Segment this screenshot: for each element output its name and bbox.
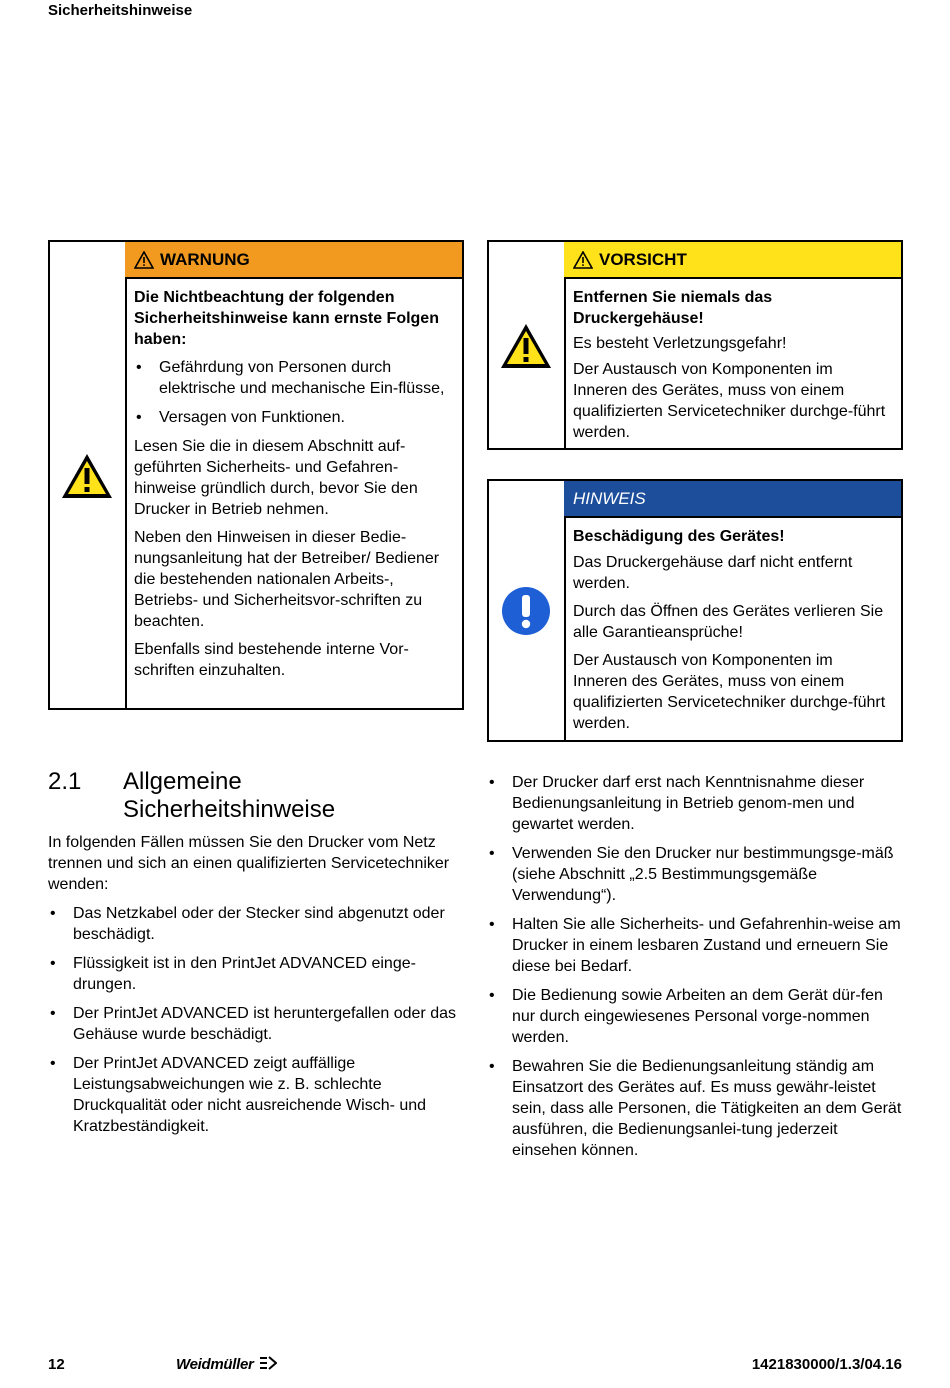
caution-paragraph: Der Austausch von Komponenten im Inneren des Gerätes, muss von einem qualifizierten Servicetechniker durchge-führt werden. <box>573 361 886 441</box>
list-item: • Der PrintJet ADVANCED zeigt auffällige Leistungsabweichungen wie z. B. schlechte Druckqualität oder nicht ausreichende Wisch- und Kratzbeständigkeit. <box>48 1053 462 1137</box>
warning-label: WARNUNG <box>160 249 250 269</box>
warning-triangle-icon <box>60 452 114 500</box>
section-title-line1: Allgemeine <box>123 768 242 795</box>
caution-triangle-icon <box>499 322 553 370</box>
warning-intro: Die Nichtbeachtung der folgenden Sicherheitshinweise kann ernste Folgen haben: <box>134 289 439 348</box>
exclamation-circle-icon <box>501 586 551 636</box>
list-item: • Halten Sie alle Sicherheits- und Gefahrenhin-weise am Drucker in einem lesbaren Zustand und erneuern Sie diese bei Bedarf. <box>487 914 903 977</box>
caution-icon-column <box>489 242 566 448</box>
note-icon-column <box>489 481 566 740</box>
caution-header <box>564 242 901 279</box>
section-right-column <box>487 772 903 1169</box>
warning-paragraph: Lesen Sie die in diesem Abschnitt auf-geführten Sicherheits- und Gefahren-hinweise gründlich durch, bevor Sie den Drucker in Betrieb nehmen. <box>134 438 418 518</box>
warning-small-icon <box>134 251 154 269</box>
list-item: • Gefährdung von Personen durch elektrische und mechanische Ein-flüsse, <box>134 357 452 399</box>
list-item: • Der PrintJet ADVANCED ist heruntergefallen oder das Gehäuse wurde beschädigt. <box>48 1003 462 1045</box>
caution-title: Entfernen Sie niemals das Druckergehäuse! <box>573 289 773 327</box>
caution-label: VORSICHT <box>599 249 687 269</box>
left-bullet-list <box>48 903 462 1137</box>
list-item: • Das Netzkabel oder der Stecker sind abgenutzt oder beschädigt. <box>48 903 462 945</box>
list-item: • Bewahren Sie die Bedienungsanleitung ständig am Einsatzort des Gerätes auf. Es muss gewähr-leistet sein, dass alle Personen, die Tätigkeiten an dem Gerät ausführen, die Bedienungsanlei-tung jederzeit einsehen können. <box>487 1056 903 1161</box>
brand-name: Weidmüller <box>176 1356 254 1373</box>
list-item: • Flüssigkeit ist in den PrintJet ADVANCED einge-drungen. <box>48 953 462 995</box>
section-intro: In folgenden Fällen müssen Sie den Drucker vom Netz trennen und sich an einen qualifizierten Servicetechniker wenden: <box>48 834 450 893</box>
caution-paragraph: Es besteht Verletzungsgefahr! <box>573 335 787 352</box>
warning-header <box>125 242 462 279</box>
list-item: • Die Bedienung sowie Arbeiten an dem Gerät dür-fen nur durch eingewiesenes Personal vorge-nommen werden. <box>487 985 903 1048</box>
note-label: HINWEIS <box>573 488 646 508</box>
warning-paragraph: Ebenfalls sind bestehende interne Vor-schriften einzuhalten. <box>134 641 409 679</box>
document-id: 1421830000/1.3/04.16 <box>751 1356 902 1373</box>
section-left-column <box>48 832 462 1145</box>
note-paragraph: Durch das Öffnen des Gerätes verlieren Sie alle Garantieansprüche! <box>573 603 884 641</box>
caution-small-icon <box>573 251 593 269</box>
note-paragraph: Der Austausch von Komponenten im Inneren des Gerätes, muss von einem qualifizierten Servicetechniker durchge-führt werden. <box>573 652 886 732</box>
warning-icon-column <box>50 242 127 708</box>
warning-box <box>48 240 464 710</box>
page-number: 12 <box>48 1356 65 1373</box>
note-body <box>573 526 891 741</box>
list-item: • Verwenden Sie den Drucker nur bestimmungsge-mäß (siehe Abschnitt „2.5 Bestimmungsgemäße Verwendung“). <box>487 843 903 906</box>
warning-bullet-list <box>134 357 452 428</box>
section-heading <box>48 768 335 824</box>
caution-body <box>573 287 891 450</box>
warning-body <box>134 287 452 688</box>
running-header: Sicherheitshinweise <box>48 2 193 19</box>
list-item: • Versagen von Funktionen. <box>134 407 452 428</box>
list-item: • Der Drucker darf erst nach Kenntnisnahme dieser Bedienungsanleitung in Betrieb genom-men und gewartet werden. <box>487 772 903 835</box>
section-number: 2.1 <box>48 768 82 795</box>
brand-mark-icon <box>259 1356 277 1370</box>
note-box <box>487 479 903 742</box>
note-title: Beschädigung des Gerätes! <box>573 528 785 545</box>
warning-paragraph: Neben den Hinweisen in dieser Bedie-nungsanleitung hat der Betreiber/ Bediener die bestehenden nationalen Arbeits-, Betriebs- und Sicherheitsvor-schriften zu beachten. <box>134 529 440 630</box>
brand-logo <box>176 1356 277 1373</box>
right-bullet-list <box>487 772 903 1161</box>
note-header <box>564 481 901 518</box>
note-paragraph: Das Druckergehäuse darf nicht entfernt werden. <box>573 554 853 592</box>
section-title-line2: Sicherheitshinweise <box>123 796 336 823</box>
caution-box <box>487 240 903 450</box>
